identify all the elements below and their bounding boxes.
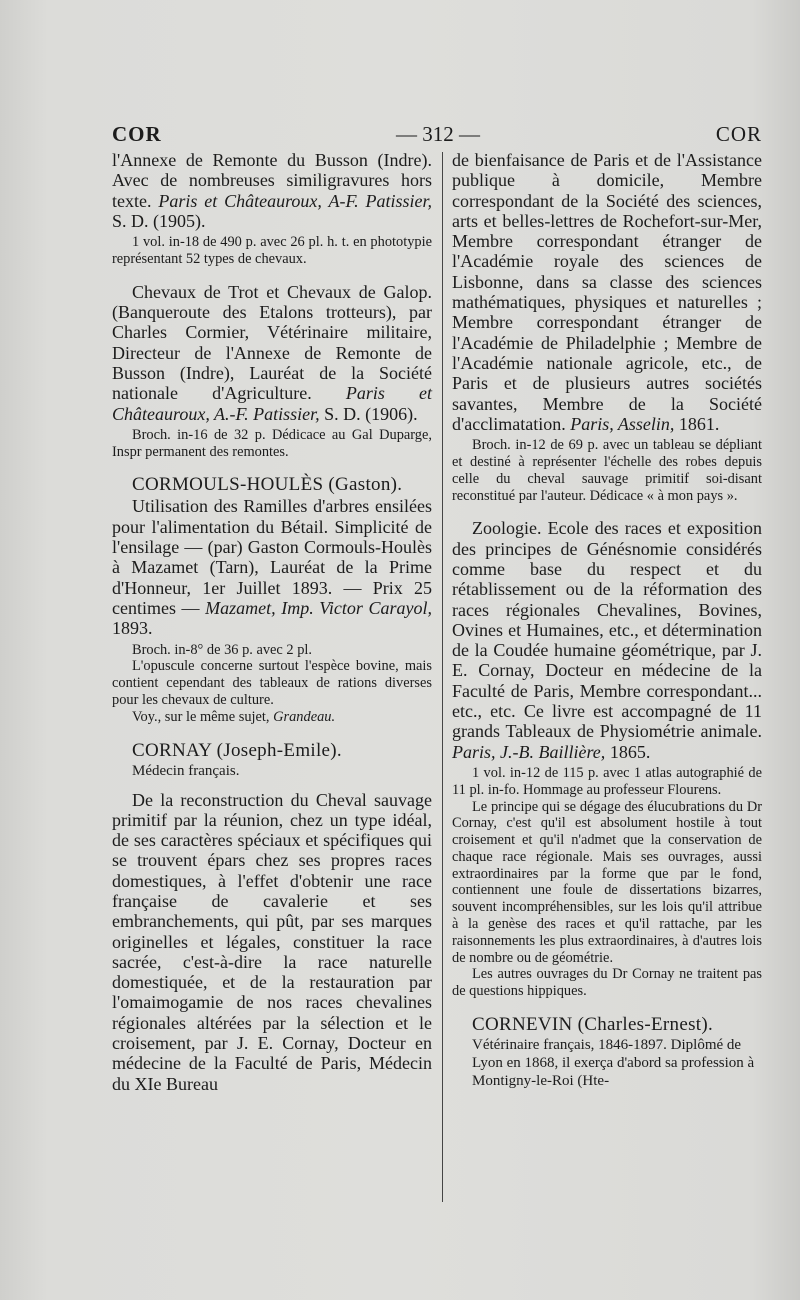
- entry-paragraph: [452, 518, 762, 762]
- bibliographic-note: Les autres ouvrages du Dr Cornay ne traitent pas de questions hippiques.: [452, 966, 762, 1000]
- note-text: Voy., sur le même sujet,: [132, 708, 270, 725]
- entry-paragraph: [112, 282, 432, 424]
- bibliographic-note: L'opuscule concerne surtout l'espèce bovine, mais contient cependant des tableaux de rations diverses pour les chevaux de culture.: [112, 658, 432, 708]
- bibliographic-note: Broch. in-16 de 32 p. Dédicace au Gal Duparge, Inspr permanent des remontes.: [112, 426, 432, 460]
- author-heading: CORNEVIN (Charles-Ernest).: [472, 1014, 714, 1036]
- imprint-date: 1861.: [678, 413, 720, 434]
- imprint-date: S. D. (1906).: [324, 403, 418, 424]
- imprint: Paris, J.-B. Baillière,: [452, 741, 606, 762]
- entry-paragraph: De la reconstruction du Cheval sauvage primitif par la réunion, chez un type idéal, de ses caractères spéciaux et spécifiques qui se trouvent épars chez ses propres races domestiques, à l'effet d'obtenir une race française de cavalerie et ses embranchements, qui pût, par ses marques originelles et légales, constituer la race sacrée, c'est-à-dire la race naturelle domestiquée, et de la restauration par l'omaimogamie de nos races chevalines régionales altérées par la sélection et le croisement, par J. E. Cornay, Docteur en médecine de la Faculté de Paris, Médecin du XIe Bureau: [112, 789, 432, 1094]
- header-left: COR: [112, 122, 162, 146]
- entry-paragraph: [452, 150, 762, 434]
- imprint: Mazamet, Imp. Victor Carayol,: [205, 597, 433, 618]
- author-heading: CORMOULS-HOULÈS (Gaston).: [132, 474, 403, 496]
- running-header: [112, 122, 762, 152]
- entry-text: de bienfaisance de Paris et de l'Assistance publique à domicile, Membre correspondant de la Société des sciences, arts et belles-lettres de Rochefort-sur-Mer, Membre correspondant étranger de l'Académie royale des sciences de Lisbonne, dans sa classe des sciences mathématiques, physiques et naturelles ; Membre correspondant étranger de l'Académie de Philadelphie ; Membre de l'Académie nationale agricole, etc., de Paris et de plusieurs autres sociétés savantes, Membre de la Société d'acclimatation.: [452, 150, 762, 434]
- column-divider: [442, 152, 443, 1202]
- entry-paragraph: [112, 150, 432, 231]
- bibliographic-note: 1 vol. in-18 de 490 p. avec 26 pl. h. t. en phototypie représentant 52 types de chevaux.: [112, 234, 432, 267]
- entry-paragraph: [112, 496, 432, 638]
- imprint: Paris, Asselin,: [570, 413, 675, 434]
- bibliographic-note: Broch. in-8° de 36 p. avec 2 pl.: [132, 641, 312, 658]
- bibliographic-note: Broch. in-12 de 69 p. avec un tableau se dépliant et destiné à représenter l'échelle des robes depuis celle du cheval sauvage primitif soi-disant reconstitué par l'auteur. Dédicace « à mon pays ».: [452, 437, 762, 504]
- bibliographic-note: 1 vol. in-12 de 115 p. avec 1 atlas autographié de 11 pl. in-fo. Hommage au professeur Flourens.: [452, 764, 762, 798]
- entry-text: Utilisation des Ramilles d'arbres ensilées pour l'alimentation du Bétail. Simplicité de l'ensilage — (par) Gaston Cormouls-Houlès à Mazamet (Tarn), Lauréat de la Prime d'Honneur, 1er Juillet 1893. — Prix 25 centimes —: [112, 496, 432, 618]
- author-description: Médecin français.: [132, 762, 240, 779]
- imprint-date: S. D. (1905).: [112, 210, 206, 231]
- entry-text: Chevaux de Trot et Chevaux de Galop. (Banqueroute des Etalons trotteurs), par Charles Cormier, Vétérinaire militaire, Directeur de l'Annexe de Remonte de Busson (Indre), Lauréat de la Société nationale d'Agriculture.: [112, 281, 432, 404]
- imprint-date: 1865.: [609, 741, 651, 762]
- entry-text: l'Annexe de Remonte du Busson (Indre). Avec de nombreuses similigravures hors texte.: [112, 150, 432, 211]
- right-column: [452, 150, 762, 1090]
- bibliographic-note: [112, 709, 432, 726]
- header-right: COR: [715, 122, 762, 146]
- imprint: Paris et Châteauroux, A-F. Patissier,: [158, 190, 432, 211]
- page-number: — 312 —: [396, 122, 480, 146]
- entry-text: Zoologie. Ecole des races et exposition des principes de Génésnomie considérés comme base du respect et du rétablissement ou de la réformation des races régionales Chevalines, Bovines, Ovines et Humaines, etc., et détermination de la Coudée humaine géométrique, par J. E. Cornay, Docteur en médecine de la Faculté de Paris, Membre correspondant... etc., etc. Ce livre est accompagné de 11 grands Tableaux de Physiométrie animale.: [452, 518, 762, 742]
- imprint: Paris et Châteauroux, A.-F. Patissier,: [112, 383, 433, 424]
- left-column: [112, 150, 432, 1094]
- imprint-date: 1893.: [112, 618, 153, 639]
- bibliographic-note: Le principe qui se dégage des élucubrations du Dr Cornay, c'est qu'il est absolument hostile à tout croisement et qu'il n'admet que la conservation de chaque race régionale. Mais ses ouvrages, aussi extraordinaires par la forme que par le fond, contiennent une foule de dissertations bizarres, souvent incompréhensibles, sur les lois qu'il attribue à la genèse des races et qu'il rattache, par les raisonnements les plus extraordinaires, à d'autres lois de nombre ou de géométrie.: [452, 798, 762, 966]
- author-description: Vétérinaire français, 1846-1897. Diplômé de Lyon en 1868, il exerça d'abord sa profession à Montigny-le-Roi (Hte-: [472, 1037, 755, 1090]
- note-reference: Grandeau.: [273, 708, 336, 725]
- author-heading: CORNAY (Joseph-Emile).: [132, 739, 342, 761]
